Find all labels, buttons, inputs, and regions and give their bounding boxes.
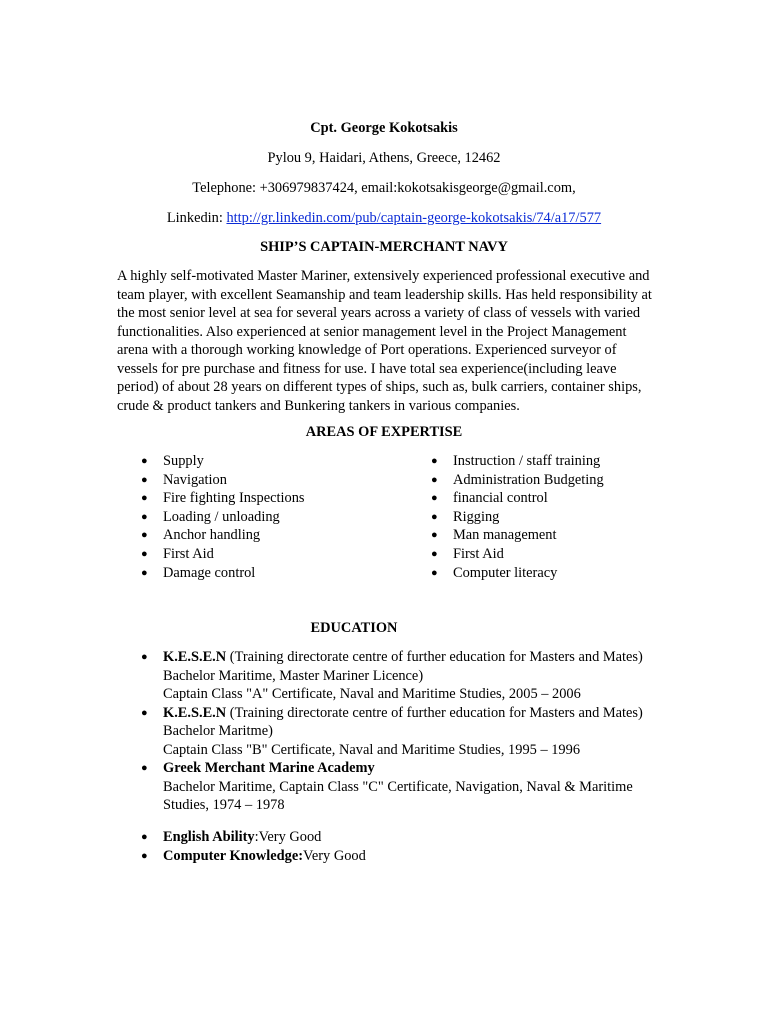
list-item: ● Loading / unloading <box>141 508 280 525</box>
list-item: ● Anchor handling <box>141 527 261 544</box>
skill-value: Very Good <box>303 847 366 864</box>
list-item: ● First Aid <box>431 545 504 562</box>
candidate-name: Cpt. George Kokotsakis <box>310 120 458 136</box>
expertise-list-left <box>141 452 305 582</box>
bullet-icon: ● <box>141 651 148 663</box>
education-list <box>141 648 643 815</box>
certificate-line: Captain Class "A" Certificate, Naval and Maritime Studies, 2005 – 2006 <box>163 686 581 702</box>
degree-line: Bachelor Maritime, Master Mariner Licence) <box>163 667 424 684</box>
institution-name: K.E.S.E.N <box>163 649 227 665</box>
bullet-icon: ● <box>431 566 438 579</box>
linkedin-line <box>0 209 768 228</box>
bullet-icon: ● <box>431 455 438 467</box>
expertise-heading: AREAS OF EXPERTISE <box>305 424 463 440</box>
bullet-icon: ● <box>141 473 148 486</box>
list-item: ● First Aid <box>141 545 214 562</box>
institution-name: K.E.S.E.N <box>163 704 227 721</box>
skill-label: Computer Knowledge: <box>163 847 304 864</box>
bullet-icon: ● <box>141 455 148 467</box>
bullet-icon: ● <box>141 547 148 560</box>
bullet-icon: ● <box>141 706 148 719</box>
bullet-icon: ● <box>431 529 438 542</box>
list-item: ● Navigation <box>141 471 227 488</box>
list-item: ● Man management <box>431 527 557 544</box>
address-line: Pylou 9, Haidari, Athens, Greece, 12462 <box>267 150 501 166</box>
list-item: ● Supply <box>141 453 204 469</box>
education-entry <box>141 648 643 704</box>
job-title-heading: SHIP’S CAPTAIN-MERCHANT NAVY <box>260 239 508 255</box>
bullet-icon: ● <box>141 849 148 862</box>
bullet-icon: ● <box>141 492 148 505</box>
institution-description: (Training directorate centre of further education for Masters and Mates) <box>226 704 643 721</box>
institution-name: Greek Merchant Marine Academy <box>163 760 375 776</box>
education-entry <box>141 759 643 815</box>
certificate-line: Studies, 1974 – 1978 <box>163 797 285 813</box>
skill-value: :Very Good <box>254 829 322 845</box>
list-item <box>141 828 366 847</box>
bullet-icon: ● <box>141 566 148 579</box>
list-item: ● Computer literacy <box>431 564 558 581</box>
linkedin-label: Linkedin: <box>166 210 227 226</box>
institution-description: (Training directorate centre of further education for Masters and Mates) <box>226 649 643 665</box>
contact-line: Telephone: +306979837424, email:kokotsakisgeorge@gmail.com, <box>192 180 576 196</box>
list-item: ● Administration Budgeting <box>431 471 604 488</box>
bullet-icon: ● <box>141 762 148 774</box>
professional-summary <box>117 267 653 415</box>
bullet-icon: ● <box>431 492 438 505</box>
education-entry <box>141 704 643 760</box>
list-item: ● Instruction / staff training <box>431 453 601 469</box>
education-heading: EDUCATION <box>310 620 398 636</box>
list-item: ● financial control <box>431 490 548 507</box>
summary-text: A highly self-motivated Master Mariner, extensively experienced professional executive and team player, with excellent Seamanship and team leadership skills. Has held responsibility at the most senior level at sea for several years across a variety of class of vessels with varied functionalities. Also experienced at senior management level in the Project Management arena with a thorough working knowledge of Port operations. Experienced surveyor of vessels for pre purchase and fitness for use. I have total sea experience(including leave period) of about 28 years on different types of ships, such as, bulk carriers, container ships, crude & product tankers and Bunkering tankers in various companies. <box>117 268 652 414</box>
list-item: ● Fire fighting Inspections <box>141 490 305 507</box>
bullet-icon: ● <box>431 547 438 560</box>
certificate-line: Captain Class "B" Certificate, Naval and Maritime Studies, 1995 – 1996 <box>163 741 581 758</box>
skill-label: English Ability <box>163 829 255 845</box>
expertise-list-right <box>431 452 604 582</box>
linkedin-link[interactable]: http://gr.linkedin.com/pub/captain-george-kokotsakis/74/a17/577 <box>226 210 602 226</box>
bullet-icon: ● <box>141 529 148 542</box>
bullet-icon: ● <box>141 510 148 523</box>
list-item <box>141 847 366 866</box>
skills-list <box>141 828 366 865</box>
degree-line: Bachelor Maritime, Captain Class "C" Certificate, Navigation, Naval & Maritime <box>163 778 633 795</box>
degree-line: Bachelor Maritme) <box>163 723 273 739</box>
list-item: ● Rigging <box>431 508 500 525</box>
bullet-icon: ● <box>431 510 438 523</box>
bullet-icon: ● <box>141 831 148 843</box>
bullet-icon: ● <box>431 473 438 486</box>
list-item: ● Damage control <box>141 564 256 581</box>
